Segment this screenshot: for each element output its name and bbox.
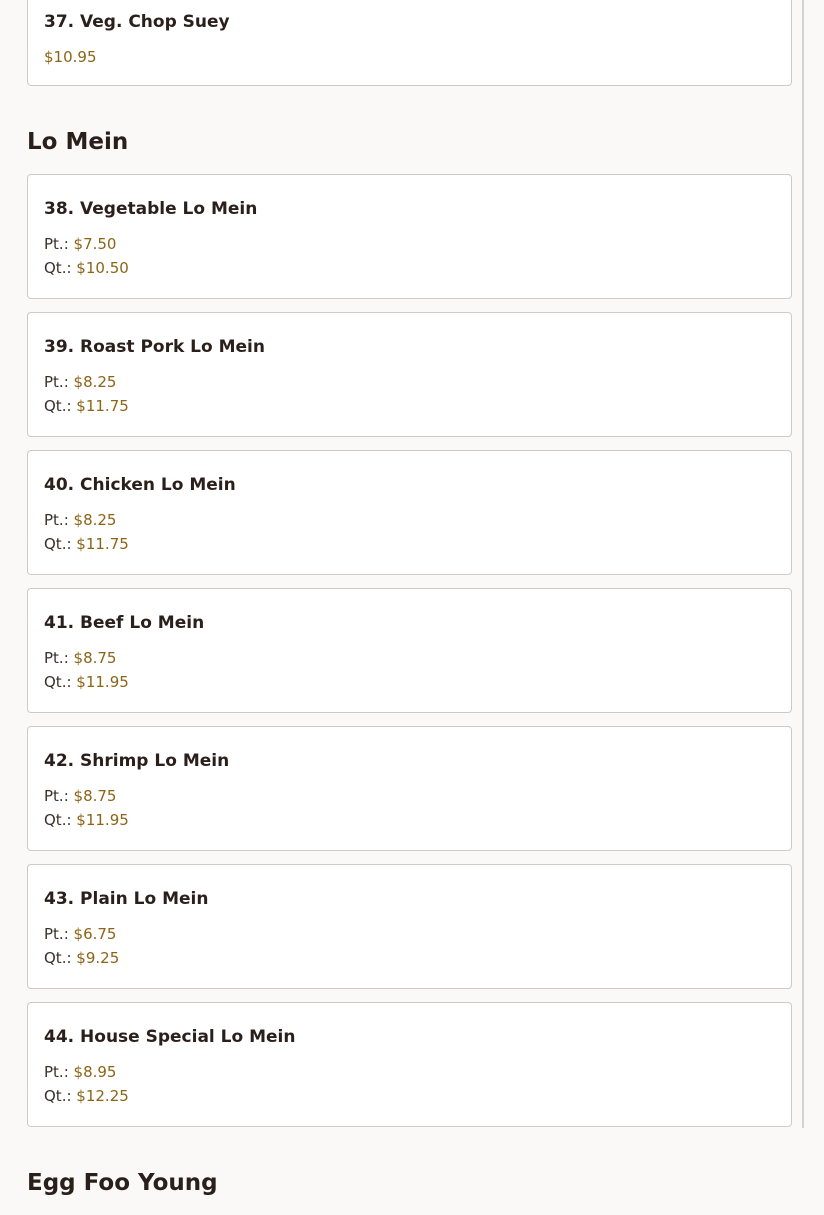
- section-title-lo-mein: Lo Mein: [27, 129, 129, 155]
- menu-item-card[interactable]: [27, 174, 792, 299]
- pint-price: $6.75: [73, 925, 117, 943]
- pint-label: Pt.:: [44, 925, 69, 943]
- pint-price-row: [44, 232, 775, 256]
- pint-label: Pt.:: [44, 1063, 69, 1081]
- quart-price: $9.25: [76, 949, 120, 967]
- menu-item-prices: [44, 635, 775, 712]
- menu-item-prices: [44, 911, 775, 988]
- menu-item-name: 41. Beef Lo Mein: [44, 613, 205, 633]
- menu-item-card[interactable]: [27, 450, 792, 575]
- quart-price-row: [44, 946, 775, 970]
- quart-price-row: [44, 670, 775, 694]
- quart-label: Qt.:: [44, 673, 72, 691]
- quart-price: $11.75: [76, 535, 129, 553]
- menu-item-prices: [44, 359, 775, 436]
- pint-price-row: [44, 922, 775, 946]
- section-title-egg-foo-young: Egg Foo Young: [27, 1170, 218, 1196]
- pint-price-row: [44, 508, 775, 532]
- quart-label: Qt.:: [44, 259, 72, 277]
- menu-item-name: 38. Vegetable Lo Mein: [44, 199, 258, 219]
- quart-price: $12.25: [76, 1087, 129, 1105]
- pint-label: Pt.:: [44, 787, 69, 805]
- quart-price: $10.50: [76, 259, 129, 277]
- quart-price-row: [44, 532, 775, 556]
- price-row: [44, 45, 775, 69]
- scrollbar-edge[interactable]: [802, 0, 804, 1128]
- menu-content: [27, 0, 792, 1215]
- menu-item-card[interactable]: [27, 1002, 792, 1127]
- menu-item-prices: [44, 221, 775, 298]
- pint-label: Pt.:: [44, 649, 69, 667]
- menu-item-prices: [44, 1049, 775, 1126]
- quart-label: Qt.:: [44, 1087, 72, 1105]
- pint-price-row: [44, 1060, 775, 1084]
- pint-price: $7.50: [73, 235, 117, 253]
- pint-price-row: [44, 646, 775, 670]
- menu-item-card[interactable]: [27, 726, 792, 851]
- menu-item-name: 39. Roast Pork Lo Mein: [44, 337, 265, 357]
- quart-price-row: [44, 1084, 775, 1108]
- price-value: $10.95: [44, 48, 97, 66]
- menu-item-name: 43. Plain Lo Mein: [44, 889, 209, 909]
- menu-item-prices: [44, 34, 775, 85]
- pint-price: $8.95: [73, 1063, 117, 1081]
- pint-price: $8.25: [73, 373, 117, 391]
- pint-label: Pt.:: [44, 235, 69, 253]
- menu-item-name: 37. Veg. Chop Suey: [44, 12, 230, 32]
- quart-label: Qt.:: [44, 949, 72, 967]
- pint-price: $8.25: [73, 511, 117, 529]
- menu-item-card[interactable]: [27, 312, 792, 437]
- menu-item-card[interactable]: [27, 864, 792, 989]
- pint-price-row: [44, 784, 775, 808]
- quart-price: $11.95: [76, 673, 129, 691]
- menu-item-prices: [44, 773, 775, 850]
- quart-label: Qt.:: [44, 535, 72, 553]
- pint-price: $8.75: [73, 649, 117, 667]
- menu-item-card[interactable]: [27, 588, 792, 713]
- quart-label: Qt.:: [44, 397, 72, 415]
- quart-price: $11.75: [76, 397, 129, 415]
- pint-label: Pt.:: [44, 373, 69, 391]
- quart-price-row: [44, 394, 775, 418]
- quart-price: $11.95: [76, 811, 129, 829]
- pint-price: $8.75: [73, 787, 117, 805]
- quart-price-row: [44, 808, 775, 832]
- menu-item-name: 40. Chicken Lo Mein: [44, 475, 236, 495]
- pint-price-row: [44, 370, 775, 394]
- quart-label: Qt.:: [44, 811, 72, 829]
- menu-item-prices: [44, 497, 775, 574]
- pint-label: Pt.:: [44, 511, 69, 529]
- menu-item-card[interactable]: [27, 0, 792, 86]
- menu-item-name: 42. Shrimp Lo Mein: [44, 751, 230, 771]
- quart-price-row: [44, 256, 775, 280]
- menu-item-name: 44. House Special Lo Mein: [44, 1027, 296, 1047]
